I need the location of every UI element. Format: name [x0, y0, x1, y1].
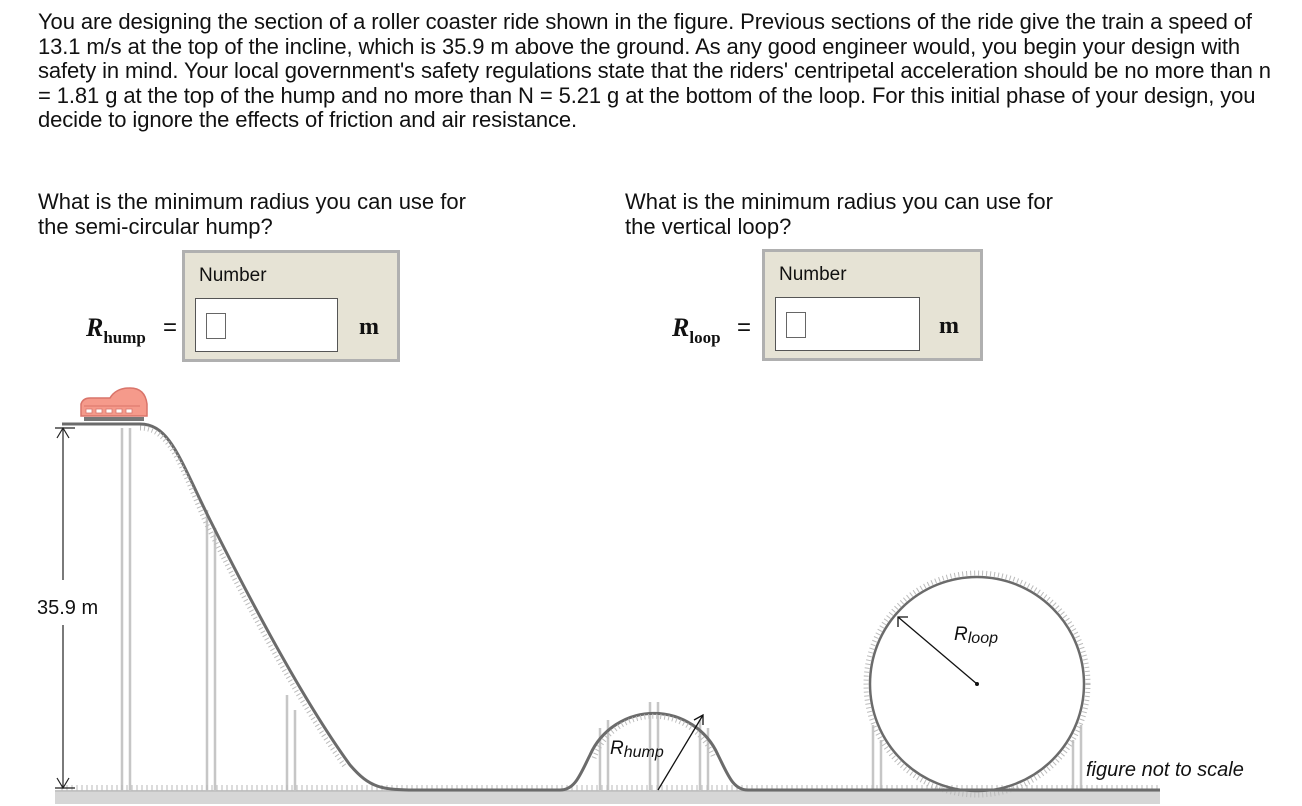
question-hump: What is the minimum radius you can use for the semi-circular hump? [38, 189, 466, 239]
coaster-train [81, 388, 147, 421]
loop-number-label: Number [779, 264, 847, 285]
hump-unit: m [359, 314, 379, 340]
r-hump-var: R [86, 313, 104, 342]
loop-answer-box [762, 249, 983, 361]
problem-statement: You are designing the section of a roller coaster ride shown in the figure. Previous sections of the ride give the train a speed of 13.1 m/s at the top of the incline, which is 35.9 m above the ground. As any good engineer would, you begin your design with safety in mind. Your local government's safety regulations state that the riders' centripetal acceleration should be no more than n = 1.81 g at the top of the hump and no more than N = 5.21 g at the bottom of the loop. For this initial phase of your design, you decide to ignore the effects of friction and air resistance. [38, 9, 1271, 133]
r-loop-figure-main: R [954, 624, 968, 645]
r-hump-figure-label [610, 738, 664, 761]
hump-equals-sign: = [163, 314, 178, 341]
loop-supports [873, 725, 1081, 790]
loop-radius-input[interactable] [775, 297, 920, 351]
r-loop-sub: loop [689, 328, 721, 347]
hump-number-label: Number [199, 265, 267, 286]
roller-coaster-figure [0, 380, 1302, 806]
r-hump-arrow [658, 715, 703, 790]
r-hump-figure-main: R [610, 738, 624, 759]
figure-not-to-scale-note: figure not to scale [1086, 759, 1244, 781]
r-loop-label [672, 313, 721, 347]
loop-unit: m [939, 313, 959, 339]
r-loop-var: R [672, 313, 690, 342]
r-hump-sub: hump [103, 328, 146, 347]
incline-supports [122, 428, 295, 790]
question-loop: What is the minimum radius you can use for the vertical loop? [625, 189, 1053, 239]
hump-answer-box [182, 250, 400, 362]
r-hump-figure-sub: hump [623, 744, 664, 761]
r-hump-label [86, 313, 146, 347]
r-loop-figure-label [954, 624, 998, 647]
hump-radius-input[interactable] [195, 298, 338, 352]
coaster-track [62, 424, 870, 790]
r-loop-figure-sub: loop [967, 630, 998, 647]
incline-ties [140, 428, 346, 768]
loop-equals-sign: = [737, 314, 752, 341]
height-label: 35.9 m [37, 597, 99, 619]
